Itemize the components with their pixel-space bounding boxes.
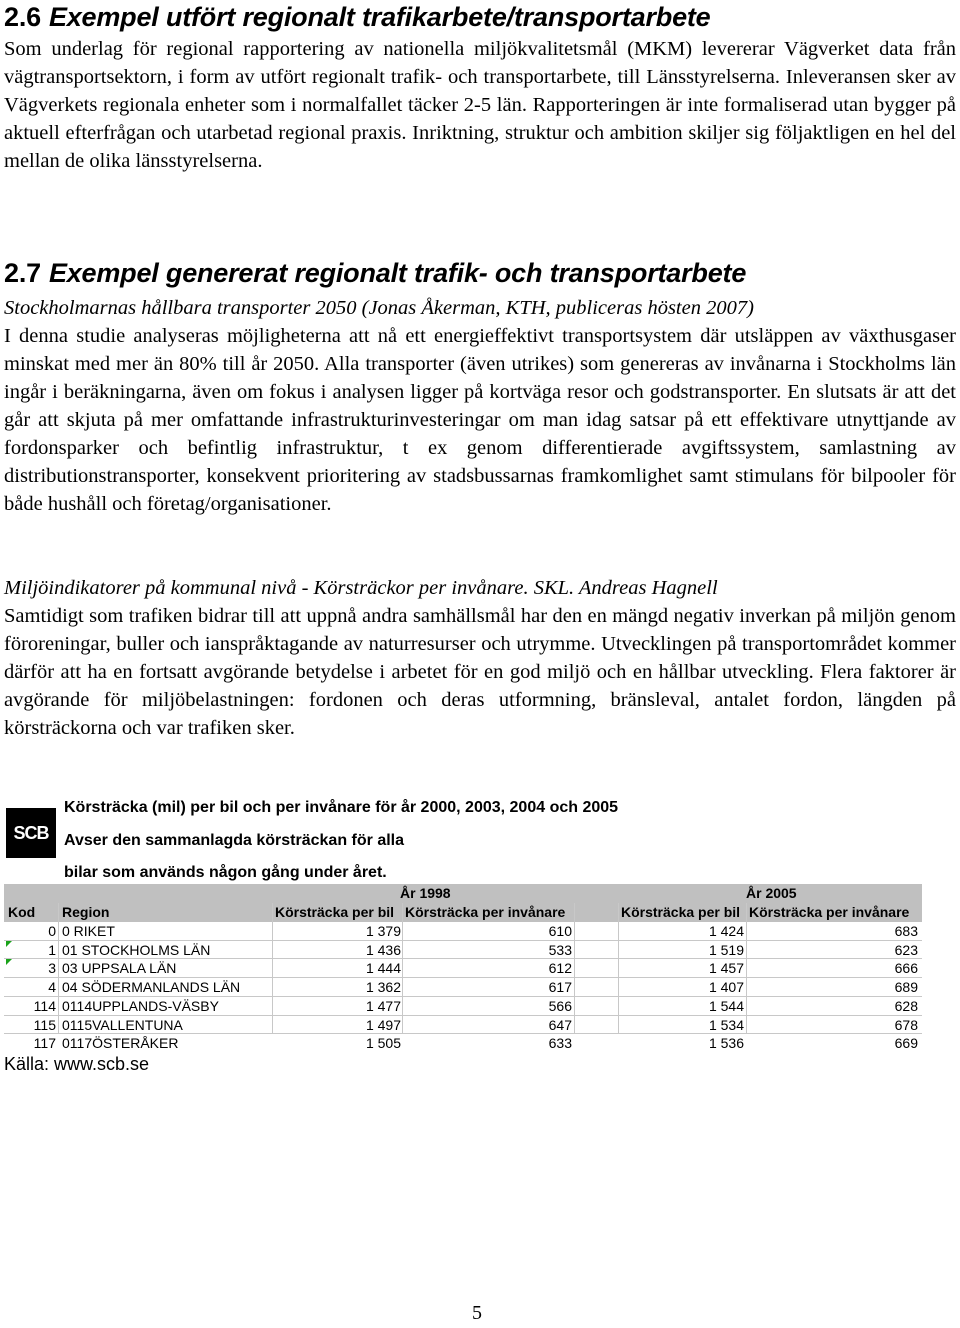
cell-bil-2005: 1 534 [708,1016,744,1033]
cell-bil-1998: 1 379 [365,923,401,939]
cell-region: 0114UPPLANDS-VÄSBY [62,997,219,1014]
cell-bil-1998: 1 362 [365,979,401,996]
cell-kod: 117 [33,1035,56,1052]
cell-bil-1998: 1 444 [365,960,401,977]
col-header-kod: Kod [8,904,36,920]
cell-inv-2005: 683 [894,923,918,939]
table-column-divider [574,903,575,1034]
cell-inv-2005: 628 [894,997,918,1014]
cell-inv-1998: 533 [548,941,572,958]
cell-inv-1998: 647 [548,1016,572,1033]
cell-bil-2005: 1 544 [708,997,744,1014]
section-2-7-heading [4,258,746,289]
year-1998-label: År 1998 [400,885,451,901]
cell-region: 03 UPPSALA LÄN [62,960,177,977]
error-indicator-icon [6,941,12,947]
scb-logo: SCB [6,808,56,858]
page-number: 5 [472,1302,482,1324]
cell-region: 0115VALLENTUNA [62,1016,183,1033]
error-indicator-icon [6,959,12,965]
cell-region: 0117ÖSTERÅKER [62,1035,179,1052]
section-2-7-paragraph-1: I denna studie analyseras möjligheterna att nå ett energieffektivt transportsystem där utsläppen av växthusgaser minskat med mer än 80% till år 2050. Alla transporter (även utrikes) som genereras av invånarna i Stockholms län ingår i beräkningarna, även om fokus i analysen ligger på kortväga resor och godstransporter. En slutsats är att det går att skjuta på mer omfattande infrastrukturinvesteringar om man idag satsar på ett effektivare utnyttjande av fordonsparker och befintlig infrastruktur, t ex genom differentierade avgiftssystem, samlastning av distributionstransporter, konsekvent prioritering av stadsbussarnas framkomlighet samt stimulans för bilpooler för både hushåll och företag/organisationer. [4,325,956,515]
cell-kod: 4 [48,979,56,996]
table-title: Körsträcka (mil) per bil och per invånare för år 2000, 2003, 2004 och 2005 [64,799,619,816]
cell-region: 0 RIKET [62,923,115,939]
cell-kod: 114 [33,997,56,1014]
cell-bil-1998: 1 505 [365,1035,401,1052]
cell-inv-1998: 617 [548,979,572,996]
cell-bil-2005: 1 536 [708,1035,744,1052]
section-number: 2.6 [4,2,41,32]
table-column-divider [272,903,273,1034]
section-2-6-paragraph: Som underlag för regional rapportering av nationella miljökvalitetsmål (MKM) levererar Vägverket data från vägtransportsektorn, i form av utfört regionalt trafik- och transportarbete, till Länsstyrelserna. Inleveransen sker av Vägverkets regionala enheter som i normalfallet täcker 2-5 län. Rapporteringen är inte formaliserad utan bygger på aktuell efterfrågan och utarbetad regional praxis. Inriktning, struktur och ambition skiljer sig följaktligen en hel del mellan de olika länsstyrelserna. [4,38,956,172]
table-figure [4,796,922,1052]
cell-inv-1998: 610 [548,923,572,939]
table-column-divider [58,903,59,1034]
cell-bil-2005: 1 457 [708,960,744,977]
cell-inv-1998: 612 [548,960,572,977]
table-column-divider [746,903,747,1034]
section-2-6-heading [4,2,711,33]
section-2-7-paragraph-2: Samtidigt som trafiken bidrar till att uppnå andra samhällsmål har den en mängd negativ inverkan på miljön genom föroreningar, buller och ianspråktagande av naturresurser och utrymme. Utvecklingen på transportområdet kommer därför att ha en fortsatt avgörande betydelse i arbetet för en god miljö och en hållbar utveckling. Flera faktorer är avgörande för miljöbelastningen: fordonen och deras utformning, bränsleval, antalet fordon, längden på körsträckorna och var trafiken sker. [4,605,956,739]
source-caption: Källa: www.scb.se [4,1054,150,1074]
col-header-region: Region [62,904,110,920]
section-title: Exempel genererat regionalt trafik- och transportarbete [48,258,747,288]
cell-kod: 115 [33,1016,56,1033]
cell-inv-2005: 689 [894,979,918,996]
cell-bil-1998: 1 497 [365,1016,401,1033]
table-column-divider [618,903,619,1034]
table-subtitle-2: bilar som används någon gång under året. [64,864,387,881]
reference-stockholmarnas: Stockholmarnas hållbara transporter 2050 (Jonas Åkerman, KTH, publiceras hösten 2007) [4,297,754,319]
year-2005-label: År 2005 [746,885,797,901]
cell-bil-2005: 1 407 [708,979,744,996]
cell-kod: 1 [48,941,56,958]
section-title: Exempel utfört regionalt trafikarbete/transportarbete [48,2,711,32]
col-header-bil-2005: Körsträcka per bil [621,904,741,920]
col-header-inv-1998: Körsträcka per invånare [405,904,566,920]
col-header-bil-1998: Körsträcka per bil [275,904,395,920]
cell-bil-1998: 1 477 [365,997,401,1014]
cell-inv-1998: 566 [548,997,572,1014]
cell-region: 04 SÖDERMANLANDS LÄN [62,979,241,996]
reference-miljoindikatorer: Miljöindikatorer på kommunal nivå - Körsträckor per invånare. SKL. Andreas Hagnell [4,577,718,599]
table-subtitle-1: Avser den sammanlagda körsträckan för alla [64,832,404,849]
section-number: 2.7 [4,258,41,288]
cell-region: 01 STOCKHOLMS LÄN [62,941,211,958]
cell-kod: 0 [48,923,56,939]
cell-bil-1998: 1 436 [365,941,401,958]
cell-inv-1998: 633 [548,1035,572,1052]
cell-inv-2005: 623 [894,941,918,958]
cell-bil-2005: 1 519 [708,941,744,958]
cell-bil-2005: 1 424 [708,923,744,939]
col-header-inv-2005: Körsträcka per invånare [749,904,910,920]
table-column-divider [402,903,403,1034]
cell-inv-2005: 669 [894,1035,918,1052]
cell-inv-2005: 666 [894,960,918,977]
cell-kod: 3 [48,960,56,977]
cell-inv-2005: 678 [894,1016,918,1033]
